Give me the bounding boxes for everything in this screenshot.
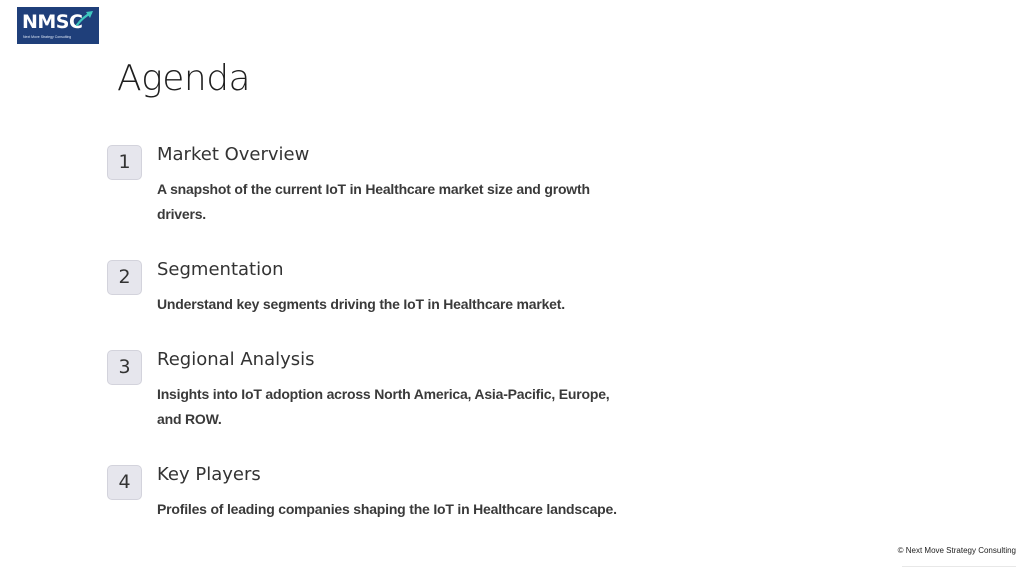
copyright-notice: © Next Move Strategy Consulting (897, 546, 1016, 555)
item-number-badge: 1 (107, 145, 142, 180)
item-description: Understand key segments driving the IoT in Healthcare market. (157, 296, 565, 312)
item-number-badge: 3 (107, 350, 142, 385)
item-heading: Key Players (157, 464, 261, 485)
arrow-swoosh-icon (76, 10, 94, 26)
footer-divider (902, 566, 1016, 567)
page-title: Agenda (117, 58, 251, 99)
item-description: Insights into IoT adoption across North America, Asia-Pacific, Europe, and ROW. (157, 386, 610, 427)
item-description: Profiles of leading companies shaping the IoT in Healthcare landscape. (157, 501, 617, 517)
item-number-badge: 4 (107, 465, 142, 500)
item-description: A snapshot of the current IoT in Healthcare market size and growth drivers. (157, 181, 590, 222)
item-heading: Segmentation (157, 259, 284, 280)
item-heading: Regional Analysis (157, 349, 315, 370)
company-logo (17, 7, 99, 44)
item-heading: Market Overview (157, 144, 310, 165)
logo-tagline: Next Move Strategy Consulting (23, 35, 72, 39)
logo-text: NMSC (22, 11, 83, 33)
item-number-badge: 2 (107, 260, 142, 295)
